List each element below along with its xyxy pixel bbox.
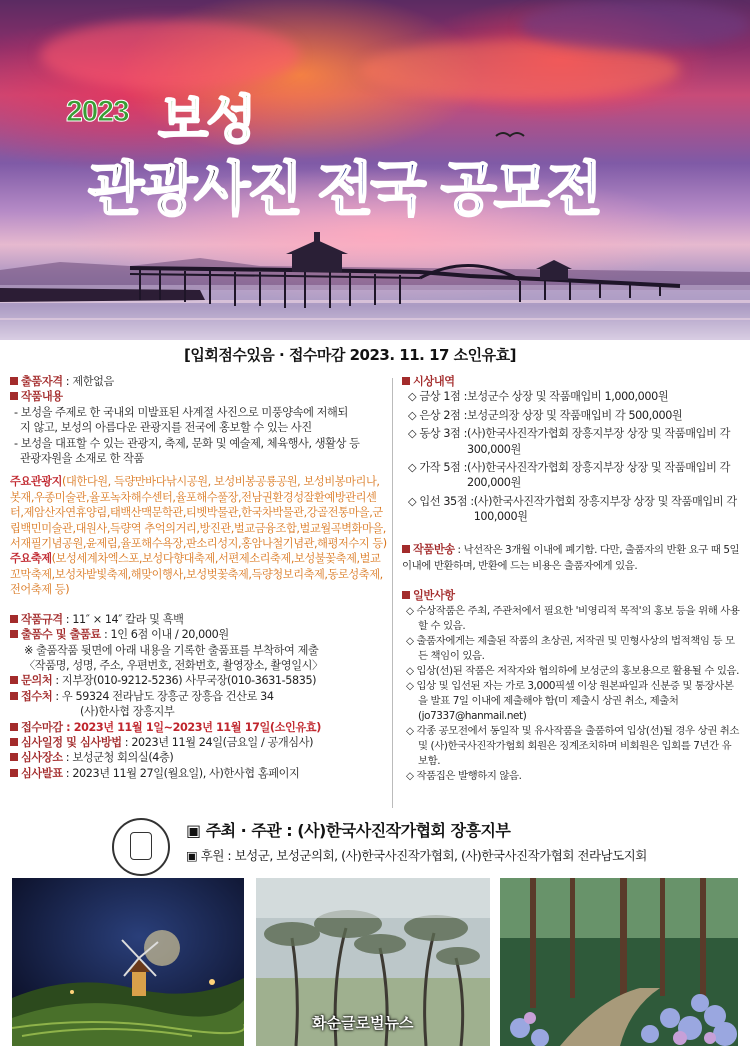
contact-label: 문의처 (21, 674, 53, 688)
watermark-text: 화순글로벌뉴스 (312, 1014, 414, 1032)
photo-tea-field-night (12, 878, 244, 1046)
receipt-row (10, 720, 388, 735)
awards-label: 시상내역 (413, 375, 455, 388)
column-divider (392, 378, 393, 808)
bullet-square-icon (10, 738, 18, 746)
left-column (10, 374, 388, 781)
bullet-square-icon (10, 630, 18, 638)
announce-row (10, 766, 388, 781)
entry-fee-row (10, 627, 388, 642)
tourist-spots (10, 474, 388, 551)
general-note: ◇ 출품자에게는 제출된 작품의 초상권, 저작권 및 민형사상의 법적책임 등 모든 책임이 있음. (406, 634, 735, 662)
festivals-text: (보성세계차엑스포,보성다향대축제,서편제소리축제,보성불꽃축제,벌교꼬막축제,보성차밭빛축제,해맞이행사,보성벚꽃축제,득량청보리축제,동로성축제,전어축제 등) (10, 552, 383, 597)
general-note: ◇ 각종 공모전에서 동일작 및 유사작품을 출품하여 입상(선)될 경우 상권 취소 및 (사)한국사진작가협회 회원은 징계조치하며 비회원은 입회를 7년간 유보함. (406, 724, 740, 767)
return-label: 작품반송 (413, 542, 455, 556)
title-year: 2023 (66, 95, 129, 128)
judge-place-row (10, 750, 388, 765)
award-prize: (사)한국사진작가협회 장흥지부장 상장 및 작품매입비 각 200,000원 (466, 461, 731, 490)
judge-place-value: : 보성군청 회의실(4층) (62, 751, 174, 765)
spec-row (10, 612, 388, 627)
title-part2: 전국 공모전 (317, 155, 600, 223)
judging-row (10, 735, 388, 750)
award-item (402, 494, 740, 525)
contact-row (10, 673, 388, 688)
award-prize: (사)한국사진작가협회 장흥지부장 상장 및 작품매입비 각 300,000원 (466, 427, 731, 456)
bullet-square-icon (10, 692, 18, 700)
address-line2: (사)한사협 장흥지부 (80, 705, 175, 719)
general-note: ◇ 수상작품은 주최, 주관처에서 필요한 '비영리적 목적'의 홍보 등을 위해 사용할 수 있음. (406, 604, 740, 632)
announce-label: 심사발표 (21, 766, 63, 780)
camera-icon (130, 832, 152, 860)
title-part1: 관광사진 (88, 155, 301, 223)
bullet-square-icon (10, 676, 18, 684)
award-rank: ◇ 동상 3점 : (408, 427, 467, 441)
award-rank: ◇ 은상 2점 : (408, 408, 467, 422)
award-item (402, 426, 740, 457)
judging-label: 심사일정 및 심사방법 (21, 735, 122, 749)
sponsors: ▣ 후원 : 보성군, 보성군의회, (사)한국사진작가협회, (사)한국사진작가협회 전라남도지회 (186, 848, 647, 863)
bullet-square-icon (10, 615, 18, 623)
host-organizer: ▣ 주최 · 주관 : (사)한국사진작가협회 장흥지부 (186, 821, 511, 840)
award-prize: 보성군수 상장 및 작품매입비 1,000,000원 (466, 390, 669, 404)
award-rank: ◇ 가작 5점 : (408, 461, 467, 475)
content-line: 관광자원을 소재로 한 작품 (20, 452, 144, 466)
general-note: ◇ 작품집은 발행하지 않음. (406, 769, 522, 782)
address-label: 접수처 (21, 689, 53, 703)
award-item (402, 408, 740, 423)
bullet-square-icon (402, 591, 410, 599)
bullet-square-icon (10, 377, 18, 385)
judge-place-label: 심사장소 (21, 751, 63, 765)
deadline-banner: [입회점수있음 · 접수마감 2023. 11. 17 소인유효] (184, 346, 516, 364)
contact-value: : 지부장(010-9212-5236) 사무국장(010-3631-5835) (52, 674, 317, 688)
festivals (10, 551, 388, 597)
association-seal-logo (112, 818, 170, 876)
awards-header (402, 374, 740, 389)
content-line: - 보성을 대표할 수 있는 관광지, 축제, 문화 및 예술제, 체육행사, 생활상 등 (14, 436, 360, 450)
receipt-label: 접수마감 (21, 720, 63, 734)
receipt-value: : 2023년 11월 1일~2023년 11월 17일(소인유효) (62, 720, 321, 734)
bullet-square-icon (402, 377, 410, 385)
address-row (10, 689, 388, 704)
entry-fee-value: : 1인 6점 이내 / 20,000원 (100, 628, 229, 642)
bullet-square-icon (10, 769, 18, 777)
award-item (402, 460, 740, 491)
bullet-square-icon (10, 392, 18, 400)
awards-list (402, 389, 740, 524)
photo-forest-hydrangea (500, 878, 738, 1046)
festivals-label: 주요축제 (10, 552, 52, 566)
eligibility-label: 출품자격 (21, 375, 63, 388)
entry-fee-label: 출품수 및 출품료 (21, 628, 101, 642)
bullet-square-icon (10, 753, 18, 761)
eligibility-value: : 제한없음 (62, 375, 114, 388)
judging-value: : 2023년 11월 24일(금요일 / 공개심사) (121, 735, 314, 749)
general-note: ◇ 입상(선)된 작품은 저작자와 협의하에 보성군의 홍보용으로 활용될 수 있음. (406, 664, 740, 677)
content-line: 지 않고, 보성의 아름다운 관광지를 전국에 홍보할 수 있는 사진 (20, 421, 312, 435)
right-column (402, 374, 740, 784)
return-row (402, 542, 740, 575)
entry-note: ※ 출품작품 뒷면에 아래 내용을 기록한 출품표를 부착하여 제출 (24, 643, 319, 657)
entry-note: 〈작품명, 성명, 주소, 우편번호, 전화번호, 촬영장소, 촬영일시〉 (24, 658, 323, 672)
content-line: - 보성을 주제로 한 국내외 미발표된 사계절 사진으로 미풍양속에 저해되 (14, 405, 348, 419)
bullet-square-icon (402, 545, 410, 553)
tourist-spots-label: 주요관광지 (10, 475, 63, 489)
general-note: ◇ 입상 및 입선된 자는 가로 3,000픽셀 이상 원본파일과 신분증 및 통장사본을 발표 7일 이내에 제출해야 함(미 제출시 상권 취소, 제출처 (jo7337@hanmail.net) (406, 679, 734, 722)
spec-label: 작품규격 (21, 612, 63, 626)
hero-image (0, 0, 750, 340)
award-rank: ◇ 입선 35점 : (408, 494, 474, 508)
award-rank: ◇ 금상 1점 : (408, 390, 467, 404)
award-item (402, 389, 740, 404)
general-list (402, 604, 740, 784)
return-text: : 낙선작은 3개월 이내에 폐기함. 다만, 출품자의 반환 요구 때 5일 이내에 반환하며, 반환에 드는 비용은 출품자에게 있음. (402, 543, 740, 573)
page-title (88, 142, 600, 226)
award-prize: (사)한국사진작가협회 장흥지부장 상장 및 작품매입비 각 100,000원 (473, 494, 737, 524)
general-header (402, 588, 740, 603)
tourist-spots-text: (대한다원, 득량만바다낚시공원, 보성비봉공룡공원, 보성비봉마리나,봇재,우종미술관,율포녹차해수센터,율포해수풀장,전남권환경성잘환예방관리센터,제암산자연휴양림,태백산맥문학관,티벳박물관,한국차박물관,강골전통마을,군립백민미술관,대원사,득량역 추억의거리,방진관,벌교금융조합,벌교월곡벽화마을,서재필기념공원,윤제림,율포해수욕장,판소리성지,홍암나철기념관,해평저수지 등) (10, 475, 387, 551)
bullet-square-icon (10, 723, 18, 731)
content-label: 작품내용 (21, 390, 63, 404)
content-row (10, 389, 388, 404)
general-label: 일반사항 (413, 589, 455, 603)
address-value: : 우 59324 전라남도 장흥군 장흥읍 건산로 34 (52, 689, 274, 703)
announce-value: : 2023년 11월 27일(월요일), 사)한사협 홈페이지 (62, 766, 300, 780)
spec-value: : 11″ × 14″ 칼라 및 흑백 (62, 612, 184, 626)
title-region: 보성 (158, 91, 255, 151)
eligibility-row (10, 374, 388, 389)
award-prize: 보성군의장 상장 및 작품매입비 각 500,000원 (466, 408, 683, 422)
